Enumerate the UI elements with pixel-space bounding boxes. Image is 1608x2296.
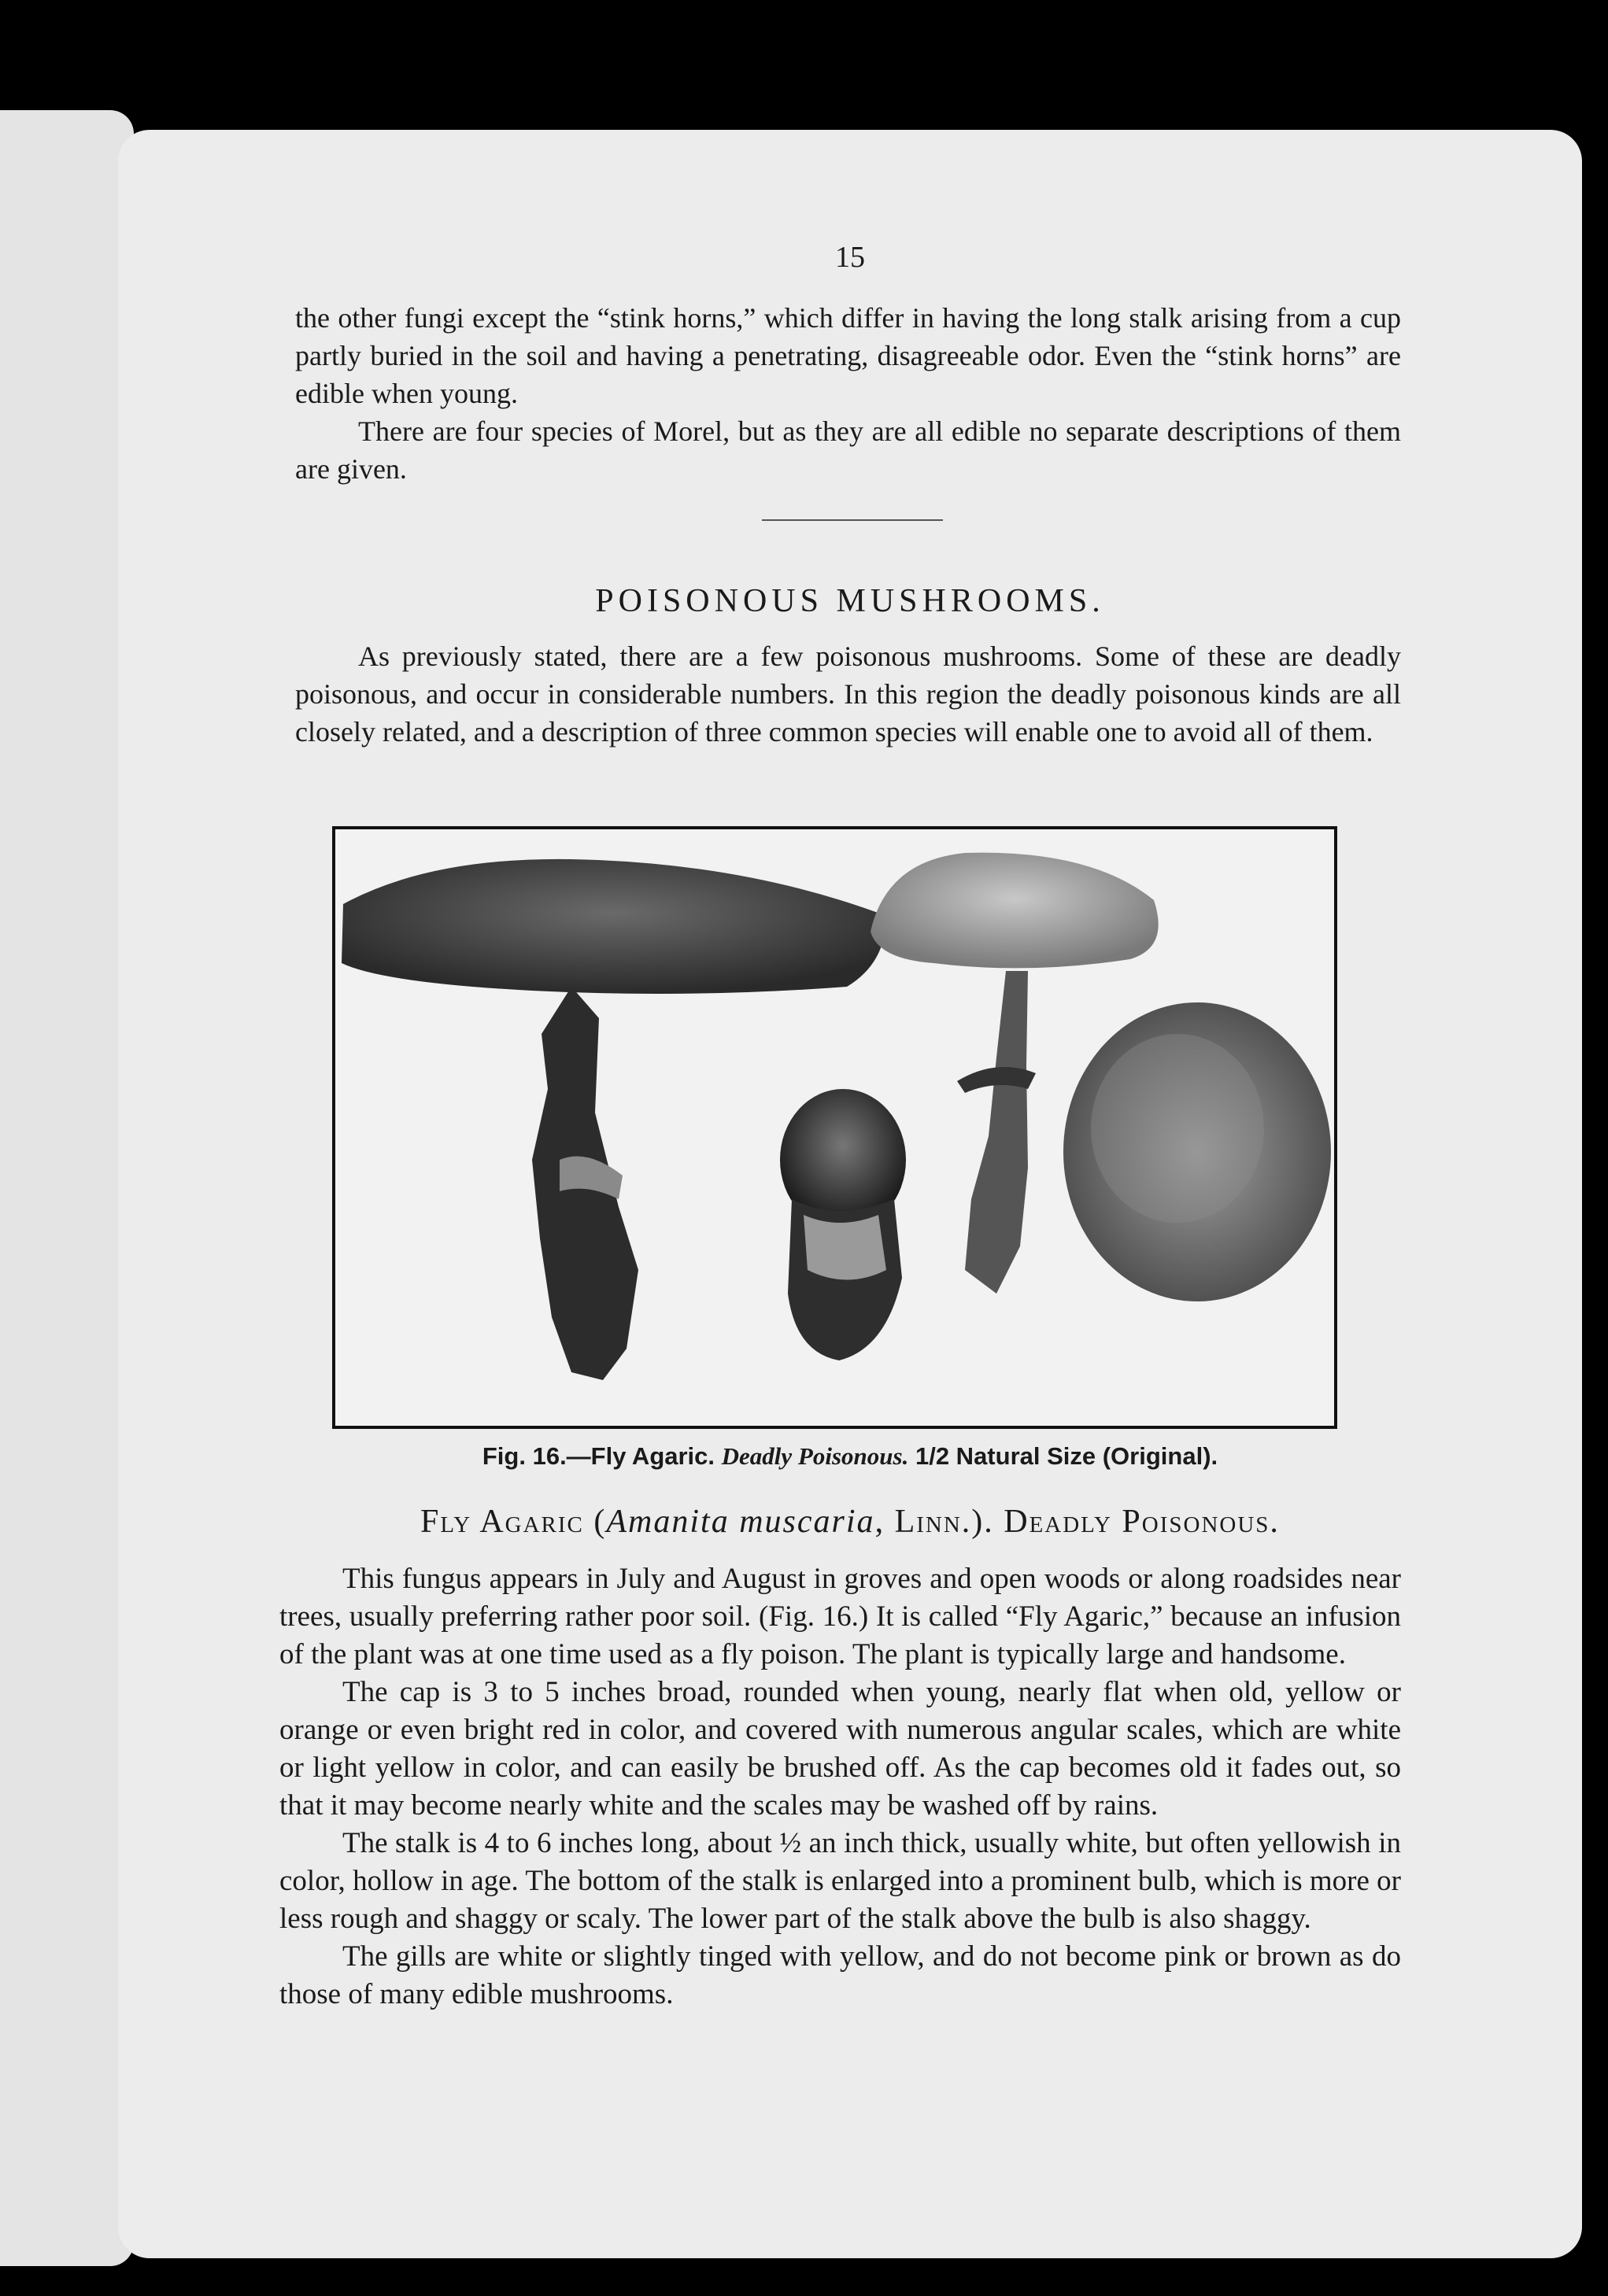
book-page (118, 130, 1582, 2258)
species-latin-name: Amanita muscaria (606, 1504, 875, 1540)
species-heading (118, 1503, 1582, 1541)
paragraph: the other fungi except the “stink horns,” which differ in having the long stalk arising from a cup partly buried in the soil and having a penetrating, disagreeable odor. Even the “stink horns” are edible when young. (295, 302, 1401, 409)
species-status: Deadly Poisonous. (1004, 1504, 1280, 1540)
section-divider (762, 519, 943, 521)
page-number: 15 (835, 241, 865, 274)
paragraph: As previously stated, there are a few poisonous mushrooms. Some of these are deadly poisonous, and occur in considerable numbers. In this region the deadly poisonous kinds are all closely related, and a description of three common species will enable one to avoid all of them. (295, 640, 1401, 747)
caption-size: 1/2 Natural Size (Original). (915, 1442, 1218, 1470)
facing-page-edge (0, 110, 134, 2266)
paragraph: This fungus appears in July and August in groves and open woods or along roadsides near trees, usually preferring rather poor soil. (Fig. 16.) It is called “Fly Agaric,” because an infusion of the plant was at one time used as a fly poison. The plant is typically large and handsome. (279, 1563, 1401, 1670)
caption-label: Fig. 16.—Fly Agaric. (482, 1442, 715, 1470)
section-heading: POISONOUS MUSHROOMS. (595, 583, 1105, 619)
intro-text (295, 637, 1401, 751)
paragraph: The cap is 3 to 5 inches broad, rounded when young, nearly flat when old, yellow or orange or even bright red in color, and covered with numerous angular scales, which are white or light yellow in color, and can easily be brushed off. As the cap becomes old it fades out, so that it may become nearly white and the scales may be washed off by rains. (279, 1676, 1401, 1822)
paragraph: There are four species of Morel, but as they are all edible no separate descriptions of them are given. (295, 415, 1401, 485)
open-parenthesis: ( (583, 1504, 607, 1540)
figure-caption (118, 1442, 1582, 1471)
figure-photo (332, 826, 1337, 1429)
mushroom-photograph (335, 829, 1334, 1426)
species-authority: , Linn.). (874, 1504, 1004, 1540)
caption-warning: Deadly Poisonous. (721, 1442, 909, 1470)
species-description (279, 1560, 1401, 2014)
paragraph: The stalk is 4 to 6 inches long, about ½ an inch thick, usually white, but often yellowish in color, hollow in age. The bottom of the stalk is enlarged into a prominent bulb, which is more or less rough and shaggy or scaly. The lower part of the stalk above the bulb is also shaggy. (279, 1827, 1401, 1935)
paragraph: The gills are white or slightly tinged with yellow, and do not become pink or brown as do those of many edible mushrooms. (279, 1940, 1401, 2010)
species-common-name: Fly Agaric (420, 1504, 584, 1540)
continuation-text (295, 299, 1401, 488)
